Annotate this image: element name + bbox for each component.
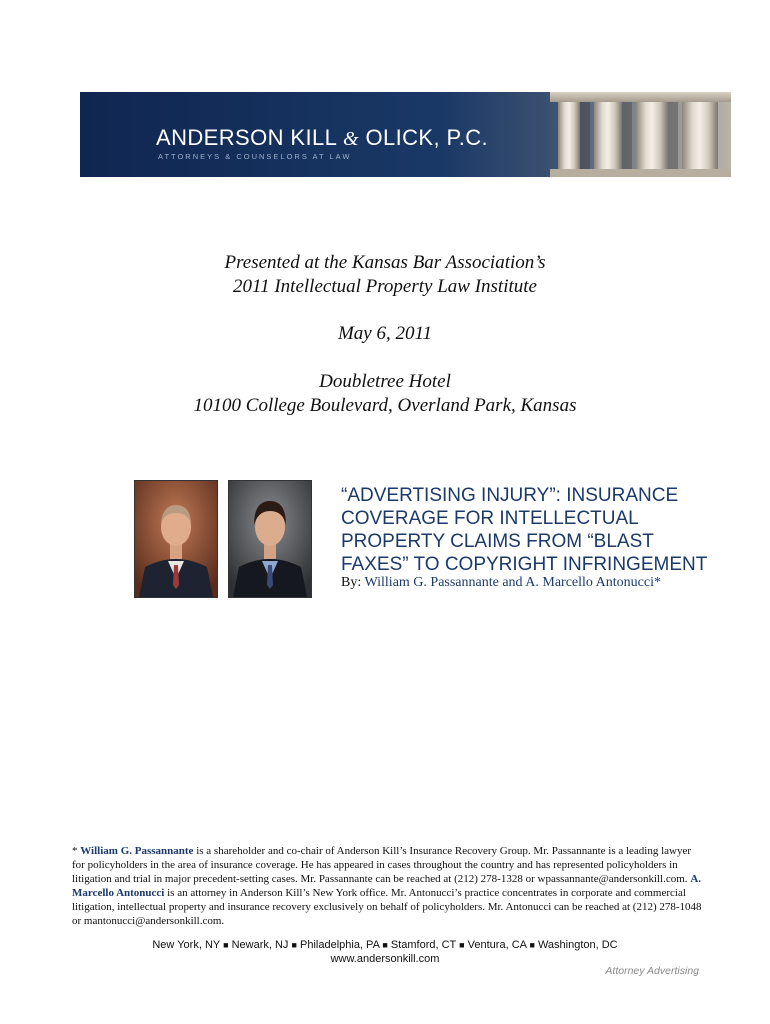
presentation-address: 10100 College Boulevard, Overland Park, Kansas (193, 395, 577, 416)
office-location: Philadelphia, PA (300, 939, 380, 951)
presentation-line-2: 2011 Intellectual Property Law Institute (233, 276, 537, 297)
footnote-author-1: William G. Passannante (80, 845, 194, 857)
author-footnote (72, 844, 702, 928)
separator-square-icon: ■ (459, 940, 465, 950)
separator-square-icon: ■ (529, 940, 535, 950)
byline-names: William G. Passannante and A. Marcello Antonucci* (364, 575, 661, 590)
firm-name-ampersand: & (342, 128, 359, 150)
presentation-venue: Doubletree Hotel (319, 371, 451, 392)
footnote-text-1: is a shareholder and co-chair of Anderson Kill’s Insurance Recovery Group. Mr. Passannante is a leading lawyer for policyholders in the area of insurance coverage. He has appeared in cases throughout the country and has represented policyholders in litigation and trial in major precedent-setting cases. Mr. Passannante can be reached at (212) 278-1328 or wpassannante@andersonkill.com. (72, 845, 692, 885)
byline-prefix: By: (341, 575, 362, 590)
website-link[interactable]: www.andersonkill.com (330, 953, 440, 965)
article-title-line: “ADVERTISING INJURY”: INSURANCE (341, 485, 679, 506)
office-location: New York, NY (152, 939, 221, 951)
office-locations (0, 938, 770, 952)
separator-square-icon: ■ (223, 940, 229, 950)
office-location: Washington, DC (537, 939, 618, 951)
author-photo-passannante (134, 480, 218, 598)
header-banner (80, 92, 731, 177)
courthouse-columns-image (550, 92, 731, 177)
author-photo-antonucci (228, 480, 312, 598)
office-location: Stamford, CT (390, 939, 457, 951)
presentation-date: May 6, 2011 (337, 323, 433, 344)
firm-name-part1: ANDERSON KILL (156, 125, 337, 150)
article-title-line: FAXES” TO COPYRIGHT INFRINGEMENT (341, 554, 708, 575)
article-title-line: COVERAGE FOR INTELLECTUAL (341, 508, 639, 529)
footnote-author-2: A. Marcello Antonucci (72, 873, 702, 899)
firm-name (156, 125, 488, 151)
byline (341, 575, 661, 591)
article-title (341, 484, 751, 576)
attorney-advertising-notice: Attorney Advertising (605, 965, 699, 977)
article-title-line: PROPERTY CLAIMS FROM “BLAST (341, 531, 654, 552)
presentation-line-1: Presented at the Kansas Bar Association’s (224, 252, 546, 273)
firm-tagline: ATTORNEYS & COUNSELORS AT LAW (158, 152, 352, 161)
separator-square-icon: ■ (382, 940, 388, 950)
separator-square-icon: ■ (291, 940, 297, 950)
office-location: Newark, NJ (231, 939, 289, 951)
firm-name-part2: OLICK, P.C. (365, 125, 489, 150)
office-location: Ventura, CA (467, 939, 527, 951)
footnote-star: * (72, 845, 81, 857)
footnote-text-2: is an attorney in Anderson Kill’s New York office. Mr. Antonucci’s practice concentrates in corporate and commercial litigation, intellectual property and insurance recovery exclusively on behalf of policyholders. Mr. Antonucci can be reached at (212) 278-1048 or mantonucci@andersonkill.com. (72, 887, 702, 927)
